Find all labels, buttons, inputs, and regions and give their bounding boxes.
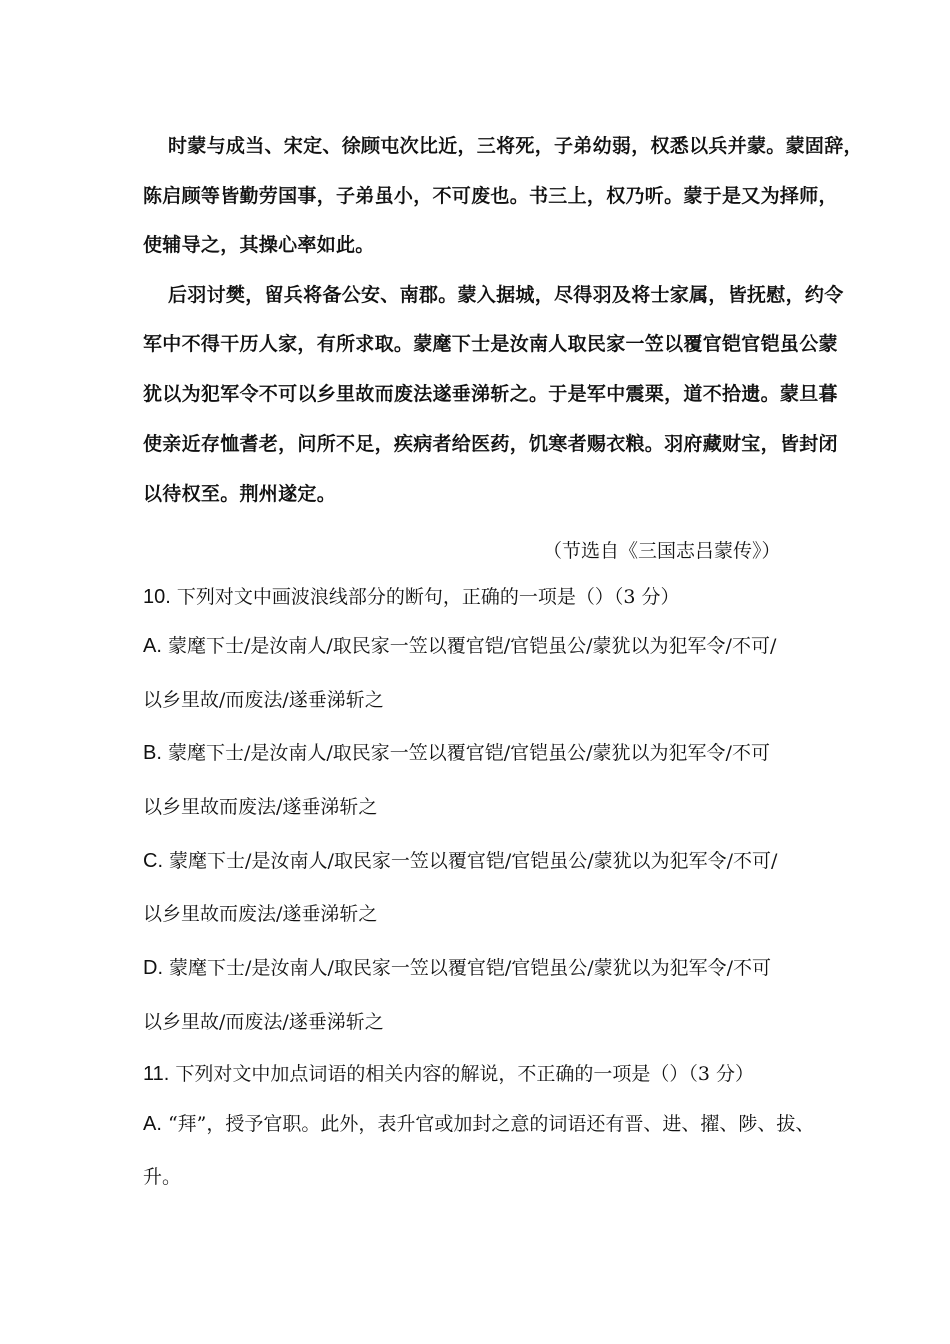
- option-text: 蒙麾下士/是汝南人/取民家一笠以覆官铠/官铠虽公/蒙犹以为犯军令/不可: [167, 742, 770, 764]
- q10-stem-line: [143, 585, 680, 609]
- q10-option-b-line2: 以乡里故而废法/遂垂涕斩之: [143, 796, 378, 818]
- passage-para2-line5: 以待权至。荆州遂定。: [143, 483, 337, 505]
- q11-number: 11.: [143, 1063, 170, 1085]
- option-label: D.: [143, 957, 163, 979]
- q10-option-c-line1: [143, 849, 777, 873]
- passage-para2-line3: 犹以为犯军令不可以乡里故而废法遂垂涕斩之。于是军中震栗，道不拾遗。蒙旦暮: [143, 383, 838, 405]
- passage-para2-line1: 后羽讨樊，留兵将备公安、南郡。蒙入据城，尽得羽及将士家属，皆抚慰，约令: [168, 284, 844, 306]
- passage-para1-line2: 陈启顾等皆勤劳国事，子弟虽小，不可废也。书三上，权乃听。蒙于是又为择师，: [143, 185, 838, 207]
- q10-number: 10.: [143, 586, 171, 608]
- passage-source: （节选自《三国志吕蒙传》）: [543, 540, 781, 562]
- q11-stem: 下列对文中加点词语的相关内容的解说，不正确的一项是（）（3 分）: [175, 1063, 755, 1085]
- option-text: “拜”，授予官职。此外，表升官或加封之意的词语还有晋、进、擢、陟、拔、: [167, 1113, 815, 1135]
- q10-option-d-line2: 以乡里故/而废法/遂垂涕斩之: [143, 1011, 384, 1033]
- q10-option-d-line1: [143, 956, 771, 980]
- passage-para2-line2: 军中不得干历人家，有所求取。蒙麾下士是汝南人取民家一笠以覆官铠官铠虽公蒙: [143, 333, 838, 355]
- q11-option-a-line1: [143, 1112, 814, 1136]
- option-text: 蒙麾下士/是汝南人/取民家一笠以覆官铠/官铠虽公/蒙犹以为犯军令/不可/: [167, 635, 777, 657]
- q11-stem-line: [143, 1062, 754, 1086]
- passage-para2-line4: 使亲近存恤耆老，问所不足，疾病者给医药，饥寒者赐衣粮。羽府藏财宝，皆封闭: [143, 433, 838, 455]
- option-text: 蒙麾下士/是汝南人/取民家一笠以覆官铠/官铠虽公/蒙犹以为犯军令/不可: [169, 957, 772, 979]
- q10-option-c-line2: 以乡里故而废法/遂垂涕斩之: [143, 903, 378, 925]
- option-label: B.: [143, 742, 162, 764]
- option-label: A.: [143, 1113, 162, 1135]
- q10-option-b-line1: [143, 741, 770, 765]
- option-label: A.: [143, 635, 162, 657]
- passage-para1-line3: 使辅导之，其操心率如此。: [143, 234, 375, 256]
- option-text: 蒙麾下士/是汝南人/取民家一笠以覆官铠/官铠虽公/蒙犹以为犯军令/不可/: [169, 850, 778, 872]
- q10-option-a-line1: [143, 634, 776, 658]
- q10-option-a-line2: 以乡里故/而废法/遂垂涕斩之: [143, 689, 384, 711]
- q11-option-a-line2: 升。: [143, 1166, 182, 1188]
- option-label: C.: [143, 850, 163, 872]
- passage-para1-line1: 时蒙与成当、宋定、徐顾屯次比近，三将死，子弟幼弱，权悉以兵并蒙。蒙固辞，: [168, 135, 863, 157]
- q10-stem: 下列对文中画波浪线部分的断句，正确的一项是（）（3 分）: [176, 586, 680, 608]
